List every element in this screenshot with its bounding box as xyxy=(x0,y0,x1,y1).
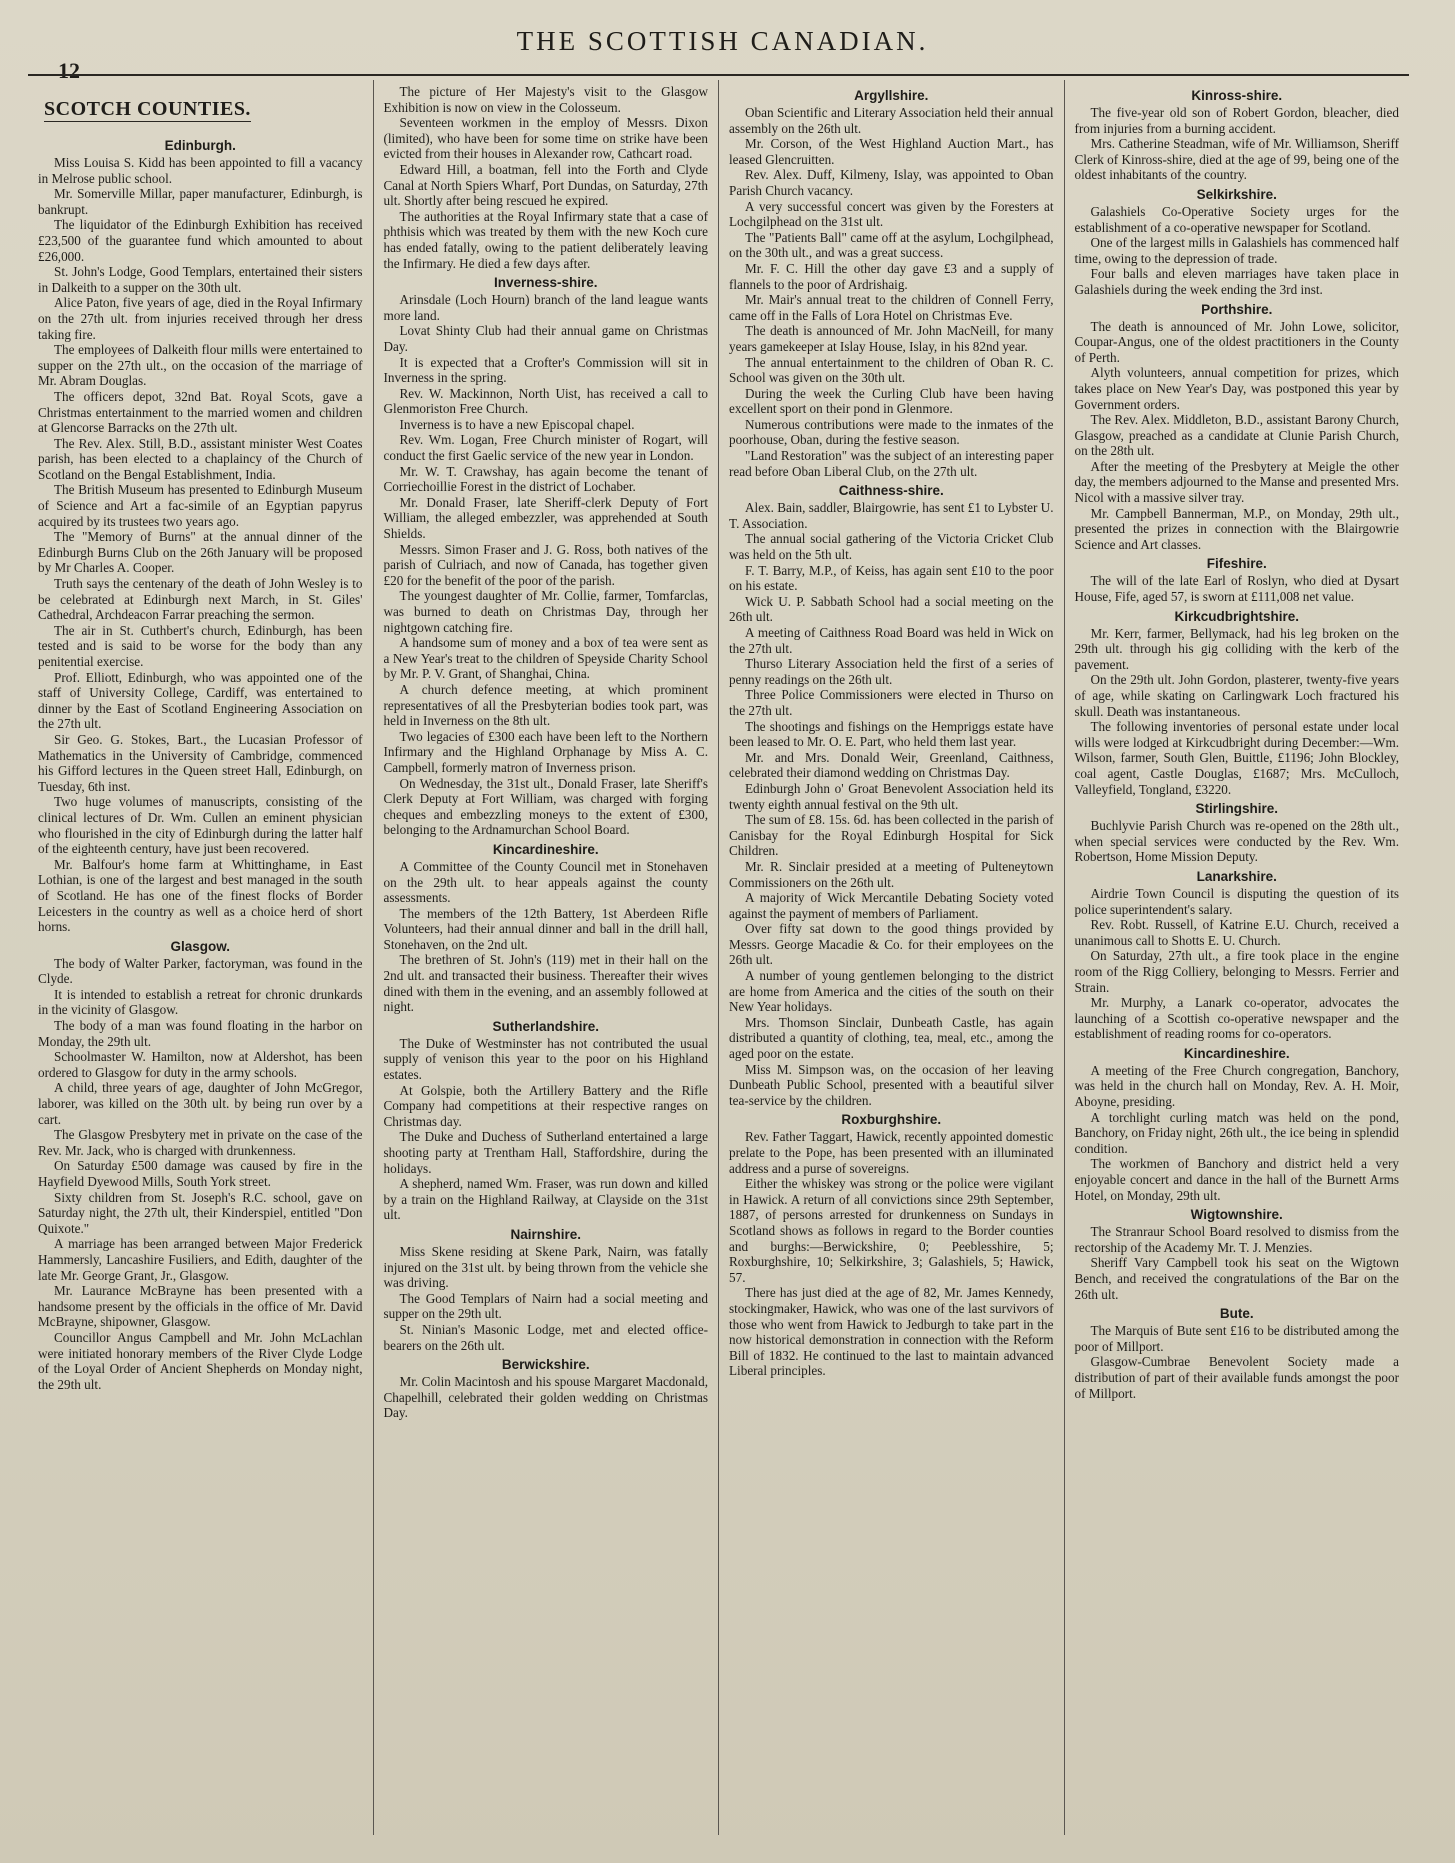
news-paragraph: A marriage has been arranged between Major Frederick Hammersly, Lancashire Fusiliers, and Edith, daughter of the late Mr. George Grant, Jr., Glasgow. xyxy=(38,1236,363,1283)
news-paragraph: The shootings and fishings on the Hempriggs estate have been leased to Mr. O. E. Part, who held them last year. xyxy=(729,718,1054,750)
news-paragraph: Miss Skene residing at Skene Park, Nairn, was fatally injured on the 31st ult. by being thrown from the vehicle she was driving. xyxy=(383,1243,708,1291)
news-paragraph: Sixty children from St. Joseph's R.C. school, gave on Saturday night, the 27th ult, their Kinderspiel, entitled "Don Quixote." xyxy=(38,1189,363,1236)
news-paragraph: Alex. Bain, saddler, Blairgowrie, has sent £1 to Lybster U. T. Association. xyxy=(729,500,1054,531)
news-paragraph: Mrs. Thomson Sinclair, Dunbeath Castle, has again distributed a quantity of clothing, tea, meal, etc., among the aged poor on the estate. xyxy=(729,1014,1054,1062)
column-4 xyxy=(1065,80,1410,1835)
masthead xyxy=(40,18,1405,83)
news-paragraph: The "Memory of Burns" at the annual dinner of the Edinburgh Burns Club on the 26th January will be proposed by Mr Charles A. Cooper. xyxy=(38,529,363,576)
news-paragraph: The employees of Dalkeith flour mills were entertained to supper on the 27th ult., on the occasion of the marriage of Mr. Abram Douglas. xyxy=(38,342,363,389)
news-paragraph: The members of the 12th Battery, 1st Aberdeen Rifle Volunteers, had their annual dinner and ball in the drill hall, Stonehaven, on the 2nd ult. xyxy=(383,905,708,952)
news-paragraph: A very successful concert was given by the Foresters at Lochgilphead on the 31st ult. xyxy=(729,198,1054,230)
news-paragraph: The liquidator of the Edinburgh Exhibition has received £23,500 of the guarantee fund which amounted to about £26,000. xyxy=(38,217,363,264)
header-rule xyxy=(28,74,1409,76)
county-heading: Sutherlandshire. xyxy=(492,1018,600,1034)
news-paragraph: Mr. F. C. Hill the other day gave £3 and a supply of flannels to the poor of Ardrishaig. xyxy=(729,260,1054,292)
news-paragraph: Councillor Angus Campbell and Mr. John McLachlan were initiated honorary members of the River Clyde Lodge of the Loyal Order of Ancient Shepherds on Monday night, the 29th ult. xyxy=(38,1329,363,1392)
county-heading: Kincardineshire. xyxy=(1183,1045,1290,1061)
news-paragraph: On Saturday £500 damage was caused by fire in the Hayfield Dyewood Mills, South York street. xyxy=(38,1158,363,1189)
news-paragraph: Miss Louisa S. Kidd has been appointed to fill a vacancy in Melrose public school. xyxy=(38,155,363,186)
news-paragraph: A majority of Wick Mercantile Debating Society voted against the payment of members of Parliament. xyxy=(729,890,1054,921)
news-paragraph: Mr. R. Sinclair presided at a meeting of Pulteneytown Commissioners on the 26th ult. xyxy=(729,858,1054,890)
county-heading: Fifeshire. xyxy=(1206,556,1267,572)
news-paragraph: The sum of £8. 15s. 6d. has been collected in the parish of Canisbay for the Royal Edinburgh Hospital for Sick Children. xyxy=(729,812,1054,859)
news-paragraph: The will of the late Earl of Roslyn, who died at Dysart House, Fife, aged 57, is sworn at £111,008 net value. xyxy=(1074,573,1399,605)
news-paragraph: Rev. Father Taggart, Hawick, recently appointed domestic prelate to the Pope, has been presented with an illuminated address and a purse of sovereigns. xyxy=(729,1129,1054,1176)
news-paragraph: Messrs. Simon Fraser and J. G. Ross, both natives of the parish of Culriach, and now of Canada, has together given £20 for the benefit of the poor of the parish. xyxy=(383,541,708,588)
county-heading: Kinross-shire. xyxy=(1191,88,1283,103)
news-paragraph: The five-year old son of Robert Gordon, bleacher, died from injuries from a burning accident. xyxy=(1074,105,1399,136)
news-paragraph: Prof. Elliott, Edinburgh, who was appointed one of the staff of University College, Cardiff, was entertained to dinner by the East of Scotland Engineering Association on the 27th ult. xyxy=(38,669,363,732)
news-paragraph: The authorities at the Royal Infirmary state that a case of phthisis which was treated by them with the new Koch cure has ended fatally, owing to the patient deliberately leaving the Infirmary. He died a few days after. xyxy=(383,208,708,271)
news-paragraph: The Good Templars of Nairn had a social meeting and supper on the 29th ult. xyxy=(383,1290,708,1322)
news-paragraph: A meeting of the Free Church congregation, Banchory, was held in the church hall on Monday, Rev. A. H. Moir, Aboyne, presiding. xyxy=(1074,1062,1399,1110)
news-paragraph: Mrs. Catherine Steadman, wife of Mr. Williamson, Sheriff Clerk of Kinross-shire, died at the age of 99, being one of the oldest inhabitants of the country. xyxy=(1074,136,1399,183)
news-paragraph: The youngest daughter of Mr. Collie, farmer, Tomfarclas, was burned to death on Christmas Day, through her nightgown catching fire. xyxy=(383,588,708,635)
newspaper-title: THE SCOTTISH CANADIAN. xyxy=(516,26,929,56)
news-paragraph: The "Patients Ball" came off at the asylum, Lochgilphead, on the 30th ult., and was a great success. xyxy=(729,229,1054,261)
news-paragraph: Mr. Colin Macintosh and his spouse Margaret Macdonald, Chapelhill, celebrated their golden wedding on Christmas Day. xyxy=(383,1374,708,1421)
county-heading: Nairnshire. xyxy=(510,1226,582,1242)
news-paragraph: A Committee of the County Council met in Stonehaven on the 29th ult. to hear appeals against the county assessments. xyxy=(383,858,708,906)
news-paragraph: Arinsdale (Loch Hourn) branch of the land league wants more land. xyxy=(383,292,708,323)
news-paragraph: The workmen of Banchory and district held a very enjoyable concert and dance in the hall of the Burnett Arms Hotel, on Monday, 29th ult. xyxy=(1074,1156,1399,1203)
county-heading: Wigtownshire. xyxy=(1190,1207,1283,1223)
news-paragraph: Sir Geo. G. Stokes, Bart., the Lucasian Professor of Mathematics in the University of Cambridge, commenced his Gifford lectures in the Queen street Hall, Edinburgh, on Tuesday, 6th inst. xyxy=(38,731,363,794)
news-paragraph: Sheriff Vary Campbell took his seat on the Wigtown Bench, and received the congratulations of the Bar on the 26th ult. xyxy=(1074,1255,1399,1302)
county-heading: Kincardineshire. xyxy=(492,841,599,857)
column-1 xyxy=(28,80,374,1835)
news-paragraph: The annual social gathering of the Victoria Cricket Club was held on the 5th ult. xyxy=(729,531,1054,563)
news-paragraph: Truth says the centenary of the death of John Wesley is to be celebrated at Edinburgh next March, in St. Giles' Cathedral, Archdeacon Farrar preaching the sermon. xyxy=(38,576,363,623)
news-paragraph: The Duke and Duchess of Sutherland entertained a large shooting party at Trentham Hall, Staffordshire, during the holidays. xyxy=(383,1129,708,1176)
news-paragraph: It is intended to establish a retreat for chronic drunkards in the vicinity of Glasgow. xyxy=(38,986,363,1018)
news-paragraph: A shepherd, named Wm. Fraser, was run down and killed by a train on the Highland Railway, at Clayside on the 31st ult. xyxy=(383,1176,708,1223)
news-paragraph: It is expected that a Crofter's Commission will sit in Inverness in the spring. xyxy=(383,354,708,386)
news-paragraph: Lovat Shinty Club had their annual game on Christmas Day. xyxy=(383,323,708,354)
county-heading: Berwickshire. xyxy=(501,1357,590,1373)
news-paragraph: Mr. Balfour's home farm at Whittinghame, in East Lothian, is one of the largest and best managed in the south of Scotland. He has one of the finest flocks of Border Leicesters in the country as well as a choice herd of short horns. xyxy=(38,856,363,935)
news-paragraph: The death is announced of Mr. John MacNeill, for many years gamekeeper at Islay House, Islay, in his 82nd year. xyxy=(729,323,1054,354)
news-paragraph: On the 29th ult. John Gordon, plasterer, twenty-five years of age, while skating on Carlingwark Loch fractured his skull. Death was instantaneous. xyxy=(1074,672,1399,719)
news-paragraph: Rev. Alex. Duff, Kilmeny, Islay, was appointed to Oban Parish Church vacancy. xyxy=(729,167,1054,198)
news-paragraph: A handsome sum of money and a box of tea were sent as a New Year's treat to the children of Speyside Charity School by Mr. P. V. Grant, of Shanghai, China. xyxy=(383,635,708,682)
news-paragraph: The body of Walter Parker, factoryman, was found in the Clyde. xyxy=(38,955,363,987)
news-paragraph: Mr. Kerr, farmer, Bellymack, had his leg broken on the 29th ult. through his gig colliding with the kerb of the pavement. xyxy=(1074,625,1399,672)
news-paragraph: Either the whiskey was strong or the police were vigilant in Hawick. A return of all convictions since 29th September, 1887, of persons arrested for drunkenness on Sundays in Scotland shows as follows in regard to the Border counties and burghs:—Berwickshire, 0; Peeblesshire, 5; Roxburghshire, 10; Selkirkshire, 3; Galashiels, 5; Hawick, 57. xyxy=(729,1176,1054,1285)
news-paragraph: Edward Hill, a boatman, fell into the Forth and Clyde Canal at North Spiers Wharf, Port Dundas, on Saturday, 27th ult. Shortly after being rescued he expired. xyxy=(383,161,708,209)
county-heading: Porthshire. xyxy=(1201,301,1273,317)
news-paragraph: F. T. Barry, M.P., of Keiss, has again sent £10 to the poor on his estate. xyxy=(729,562,1054,594)
news-paragraph: The brethren of St. John's (119) met in their hall on the 2nd ult. and transacted their business. Thereafter their wives dined with them in the evening, and an assembly followed at night. xyxy=(383,952,708,1015)
news-paragraph: One of the largest mills in Galashiels has commenced half time, owing to the depression of trade. xyxy=(1074,235,1399,266)
news-paragraph: Mr. Corson, of the West Highland Auction Mart., has leased Glencruitten. xyxy=(729,136,1054,167)
news-paragraph: Rev. Robt. Russell, of Katrine E.U. Church, received a unanimous call to Shotts E. U. Church. xyxy=(1074,917,1399,948)
news-paragraph: The following inventories of personal estate under local wills were lodged at Kirkcudbright during December:—Wm. Wilson, farmer, South Glen, Buittle, £1196; John Blockley, coal agent, Castle Douglas, £1687; Mrs. McCulloch, Valleyfield, Tongland, £3220. xyxy=(1074,719,1399,797)
news-paragraph: St. John's Lodge, Good Templars, entertained their sisters in Dalkeith to a supper on the 30th ult. xyxy=(38,264,363,295)
news-paragraph: Three Police Commissioners were elected in Thurso on the 27th ult. xyxy=(729,687,1054,718)
news-paragraph: Alice Paton, five years of age, died in the Royal Infirmary on the 27th ult. from injuries received through her dress taking fire. xyxy=(38,295,363,342)
news-paragraph: At Golspie, both the Artillery Battery and the Rifle Company had competitions at their respective ranges on Christmas day. xyxy=(383,1082,708,1129)
news-paragraph: The body of a man was found floating in the harbor on Monday, the 29th ult. xyxy=(38,1018,363,1049)
news-paragraph: The annual entertainment to the children of Oban R. C. School was given on the 30th ult. xyxy=(729,354,1054,386)
news-paragraph: Mr. Donald Fraser, late Sheriff-clerk Deputy of Fort William, the alleged embezzler, was apprehended at South Shields. xyxy=(383,494,708,542)
news-paragraph: Glasgow-Cumbrae Benevolent Society made a distribution of part of their available funds amongst the poor of Millport. xyxy=(1074,1354,1399,1401)
news-paragraph: During the week the Curling Club have been having excellent sport on their pond in Glenmore. xyxy=(729,385,1054,417)
news-paragraph: Two legacies of £300 each have been left to the Northern Infirmary and the Highland Orphanage by Miss A. C. Campbell, formerly matron of Inverness prison. xyxy=(383,728,708,775)
news-paragraph: On Saturday, 27th ult., a fire took place in the engine room of the Rigg Colliery, belonging to Messrs. Ferrier and Strain. xyxy=(1074,948,1399,995)
news-paragraph: The Rev. Alex. Still, B.D., assistant minister West Coates parish, has been elected to a chaplaincy of the Church of Scotland on the Bengal Establishment, India. xyxy=(38,435,363,482)
news-paragraph: Airdrie Town Council is disputing the question of its police superintendent's salary. xyxy=(1074,885,1399,917)
news-paragraph: The Stranraur School Board resolved to dismiss from the rectorship of the Academy Mr. T. J. Menzies. xyxy=(1074,1224,1399,1255)
county-heading: Glasgow. xyxy=(170,938,230,954)
county-heading: Edinburgh. xyxy=(164,138,236,153)
news-paragraph: A torchlight curling match was held on the pond, Banchory, on Friday night, 26th ult., the ice being in splendid condition. xyxy=(1074,1109,1399,1156)
column-2 xyxy=(374,80,720,1835)
news-paragraph: St. Ninian's Masonic Lodge, met and elected office-bearers on the 26th ult. xyxy=(383,1321,708,1353)
news-paragraph: The picture of Her Majesty's visit to the Glasgow Exhibition is now on view in the Colosseum. xyxy=(383,84,708,115)
news-paragraph: Two huge volumes of manuscripts, consisting of the clinical lectures of Dr. Wm. Cullen an eminent physician who flourished in the city of Edinburgh during the latter half of the eighteenth century, have just been recovered. xyxy=(38,794,363,857)
news-paragraph: Mr. Mair's annual treat to the children of Connell Ferry, came off in the Falls of Lora Hotel on Christmas Eve. xyxy=(729,292,1054,323)
county-heading: Lanarkshire. xyxy=(1196,868,1277,884)
news-paragraph: The Rev. Alex. Middleton, B.D., assistant Barony Church, Glasgow, preached as a candidate at Clunie Parish Church, on the 28th ult. xyxy=(1074,412,1399,459)
news-paragraph: Mr. Laurance McBrayne has been presented with a handsome present by the officials in the office of Mr. David McBrayne, shipowner, Glasgow. xyxy=(38,1283,363,1330)
news-paragraph: The air in St. Cuthbert's church, Edinburgh, has been tested and is said to be worse for the body than any penitential exercise. xyxy=(38,622,363,669)
column-3 xyxy=(719,80,1065,1835)
news-paragraph: Numerous contributions were made to the inmates of the poorhouse, Oban, during the festive season. xyxy=(729,416,1054,448)
news-paragraph: Mr. W. T. Crawshay, has again become the tenant of Corriechoillie Forest in the district of Lochaber. xyxy=(383,463,708,495)
news-paragraph: The death is announced of Mr. John Lowe, solicitor, Coupar-Angus, one of the oldest practitioners in the County of Perth. xyxy=(1074,318,1399,365)
news-paragraph: Galashiels Co-Operative Society urges for the establishment of a co-operative newspaper for Scotland. xyxy=(1074,203,1399,235)
news-paragraph: The British Museum has presented to Edinburgh Museum of Science and Art a fac-simile of an Egyptian papyrus acquired by its trustees two years ago. xyxy=(38,482,363,529)
county-heading: Argyllshire. xyxy=(854,88,929,103)
news-paragraph: Mr. and Mrs. Donald Weir, Greenland, Caithness, celebrated their diamond wedding on Christmas Day. xyxy=(729,749,1054,781)
news-paragraph: Rev. Wm. Logan, Free Church minister of Rogart, will conduct the first Gaelic service of the new year in London. xyxy=(383,432,708,464)
news-paragraph: After the meeting of the Presbytery at Meigle the other day, the members adjourned to the Manse and presented Mrs. Nicol with a massive silver tray. xyxy=(1074,458,1399,506)
news-paragraph: A meeting of Caithness Road Board was held in Wick on the 27th ult. xyxy=(729,625,1054,656)
news-paragraph: Inverness is to have a new Episcopal chapel. xyxy=(399,416,635,432)
news-paragraph: Seventeen workmen in the employ of Messrs. Dixon (limited), who have been for some time on strike have been evicted from their houses in Alexander row, Cathcart road. xyxy=(383,115,708,162)
news-paragraph: A church defence meeting, at which prominent representatives of all the Presbyterian bodies took part, was held in Inverness on the 8th ult. xyxy=(383,681,708,729)
news-paragraph: Mr. Somerville Millar, paper manufacturer, Edinburgh, is bankrupt. xyxy=(38,186,363,217)
news-paragraph: Four balls and eleven marriages have taken place in Galashiels during the week ending the 3rd inst. xyxy=(1074,266,1399,297)
news-paragraph: Mr. Campbell Bannerman, M.P., on Monday, 29th ult., presented the prizes in connection with the Blairgowrie Science and Art classes. xyxy=(1074,505,1399,552)
news-paragraph: The Duke of Westminster has not contributed the usual supply of venison this year to the poor on his Highland estates. xyxy=(383,1035,708,1083)
news-paragraph: A number of young gentlemen belonging to the district are home from America and the cities of the south on their New Year holidays. xyxy=(729,968,1054,1015)
news-paragraph: A child, three years of age, daughter of John McGregor, laborer, was killed on the 30th ult. by being run over by a cart. xyxy=(38,1080,363,1127)
news-paragraph: On Wednesday, the 31st ult., Donald Fraser, late Sheriff's Clerk Deputy at Fort William, was charged with forging cheques and embezzling moneys to the extent of £300, belonging to the Ardnamurchan School Board. xyxy=(383,775,708,838)
county-heading: Stirlingshire. xyxy=(1195,801,1279,817)
county-heading: Inverness-shire. xyxy=(493,275,598,291)
news-paragraph: Oban Scientific and Literary Association held their annual assembly on the 26th ult. xyxy=(729,105,1054,136)
news-paragraph: The Glasgow Presbytery met in private on the case of the Rev. Mr. Jack, who is charged with drunkenness. xyxy=(38,1127,363,1158)
news-paragraph: Schoolmaster W. Hamilton, now at Aldershot, has been ordered to Glasgow for duty in the army schools. xyxy=(38,1049,363,1080)
news-paragraph: Over fifty sat down to the good things provided by Messrs. George Macadie & Co. for their employees on the 26th ult. xyxy=(729,921,1054,968)
section-title: SCOTCH COUNTIES. xyxy=(44,98,251,120)
news-paragraph: The Marquis of Bute sent £16 to be distributed among the poor of Millport. xyxy=(1074,1323,1399,1354)
news-paragraph: The officers depot, 32nd Bat. Royal Scots, gave a Christmas entertainment to the married women and children at Glencorse Barracks on the 27th ult. xyxy=(38,388,363,436)
county-heading: Roxburghshire. xyxy=(841,1112,942,1128)
news-paragraph: Wick U. P. Sabbath School had a social meeting on the 26th ult. xyxy=(729,593,1054,625)
news-paragraph: Buchlyvie Parish Church was re-opened on the 28th ult., when special services were conducted by the Rev. Wm. Robertson, Home Mission Deputy. xyxy=(1074,818,1399,865)
news-paragraph: Alyth volunteers, annual competition for prizes, which takes place on New Year's Day, was postponed this year by Government orders. xyxy=(1074,365,1399,412)
article-columns xyxy=(28,80,1409,1835)
news-paragraph: Mr. Murphy, a Lanark co-operator, advocates the launching of a Scottish co-operative newspaper and the establishment of reading rooms for co-operators. xyxy=(1074,995,1399,1042)
news-paragraph: Thurso Literary Association held the first of a series of penny readings on the 26th ult. xyxy=(729,656,1054,687)
county-heading: Kirkcudbrightshire. xyxy=(1174,608,1300,624)
news-paragraph: Rev. W. Mackinnon, North Uist, has received a call to Glenmoriston Free Church. xyxy=(383,385,708,417)
county-heading: Caithness-shire. xyxy=(838,483,944,499)
county-heading: Bute. xyxy=(1219,1306,1254,1322)
news-paragraph: Edinburgh John o' Groat Benevolent Association held its twenty eighth annual festival on the 9th ult. xyxy=(729,780,1054,812)
county-heading: Selkirkshire. xyxy=(1196,186,1277,202)
news-paragraph: There has just died at the age of 82, Mr. James Kennedy, stockingmaker, Hawick, who was one of the last survivors of those who went from Hawick to Jedburgh to take part in the now historical demonstration in connection with the Reform Bill of 1832. He continued to the last to maintain advanced Liberal principles. xyxy=(729,1285,1054,1379)
page-number: 12 xyxy=(58,58,80,83)
news-paragraph: "Land Restoration" was the subject of an interesting paper read before Oban Liberal Club, on the 27th ult. xyxy=(729,448,1054,479)
news-paragraph: Miss M. Simpson was, on the occasion of her leaving Dunbeath Public School, presented with a beautiful silver tea-service by the children. xyxy=(729,1061,1054,1108)
